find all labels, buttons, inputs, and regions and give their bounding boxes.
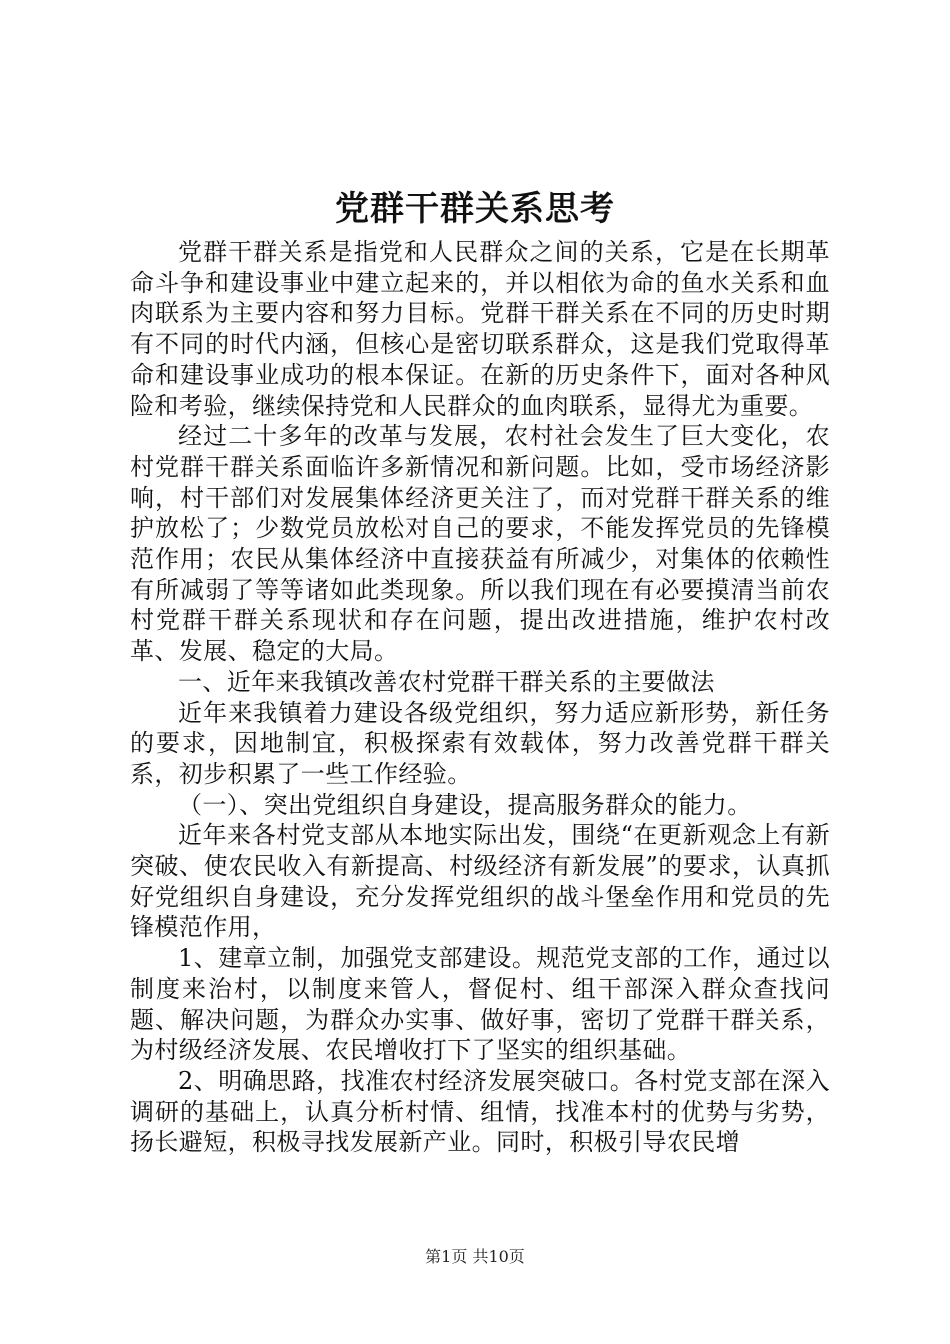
paragraph: 党群干群关系是指党和人民群众之间的关系，它是在长期革命斗争和建设事业中建立起来的，并以相依为命的鱼水关系和血肉联系为主要内容和努力目标。党群干群关系在不同的历史时期有不同的时代内涵，但核心是密切联系群众，这是我们党取得革命和建设事业成功的根本保证。在新的历史条件下，面对各种风险和考验，继续保持党和人民群众的血肉联系，显得尤为重要。 (130, 238, 830, 420)
subsection-heading: （一）、突出党组织自身建设，提高服务群众的能力。 (178, 790, 752, 819)
section-heading: 一、近年来我镇改善农村党群干群关系的主要做法 (178, 667, 715, 696)
document-body (130, 237, 830, 1158)
paragraph: 近年来各村党支部从本地实际出发，围绕“在更新观念上有新突破、使农民收入有新提高、村级经济有新发展”的要求，认真抓好党组织自身建设，充分发挥党组织的战斗堡垒作用和党员的先锋模范作用， (130, 821, 830, 942)
paragraph: 经过二十多年的改革与发展，农村社会发生了巨大变化，农村党群干群关系面临许多新情况和新问题。比如，受市场经济影响，村干部们对发展集体经济更关注了，而对党群干群关系的维护放松了；少数党员放松对自己的要求，不能发挥党员的先锋模范作用；农民从集体经济中直接获益有所减少，对集体的依赖性有所减弱了等等诸如此类现象。所以我们现在有必要摸清当前农村党群干群关系现状和存在问题，提出改进措施，维护农村改革、发展、稳定的大局。 (130, 422, 830, 666)
paragraph: 1、建章立制，加强党支部建设。规范党支部的工作，通过以制度来治村，以制度来管人，督促村、组干部深入群众查找问题、解决问题，为群众办实事、做好事，密切了党群干群关系，为村级经济发展、农民增收打下了坚实的组织基础。 (130, 944, 830, 1065)
document-title: 党群干群关系思考 (335, 189, 615, 229)
paragraph: 近年来我镇着力建设各级党组织，努力适应新形势，新任务的要求，因地制宜，积极探索有效载体，努力改善党群干群关系，初步积累了一些工作经验。 (130, 698, 830, 788)
page-number-footer: 第1页 共10页 (425, 1247, 525, 1266)
paragraph: 2、明确思路，找准农村经济发展突破口。各村党支部在深入调研的基础上，认真分析村情、组情，找准本村的优势与劣势，扬长避短，积极寻找发展新产业。同时，积极引导农民增 (130, 1066, 830, 1157)
